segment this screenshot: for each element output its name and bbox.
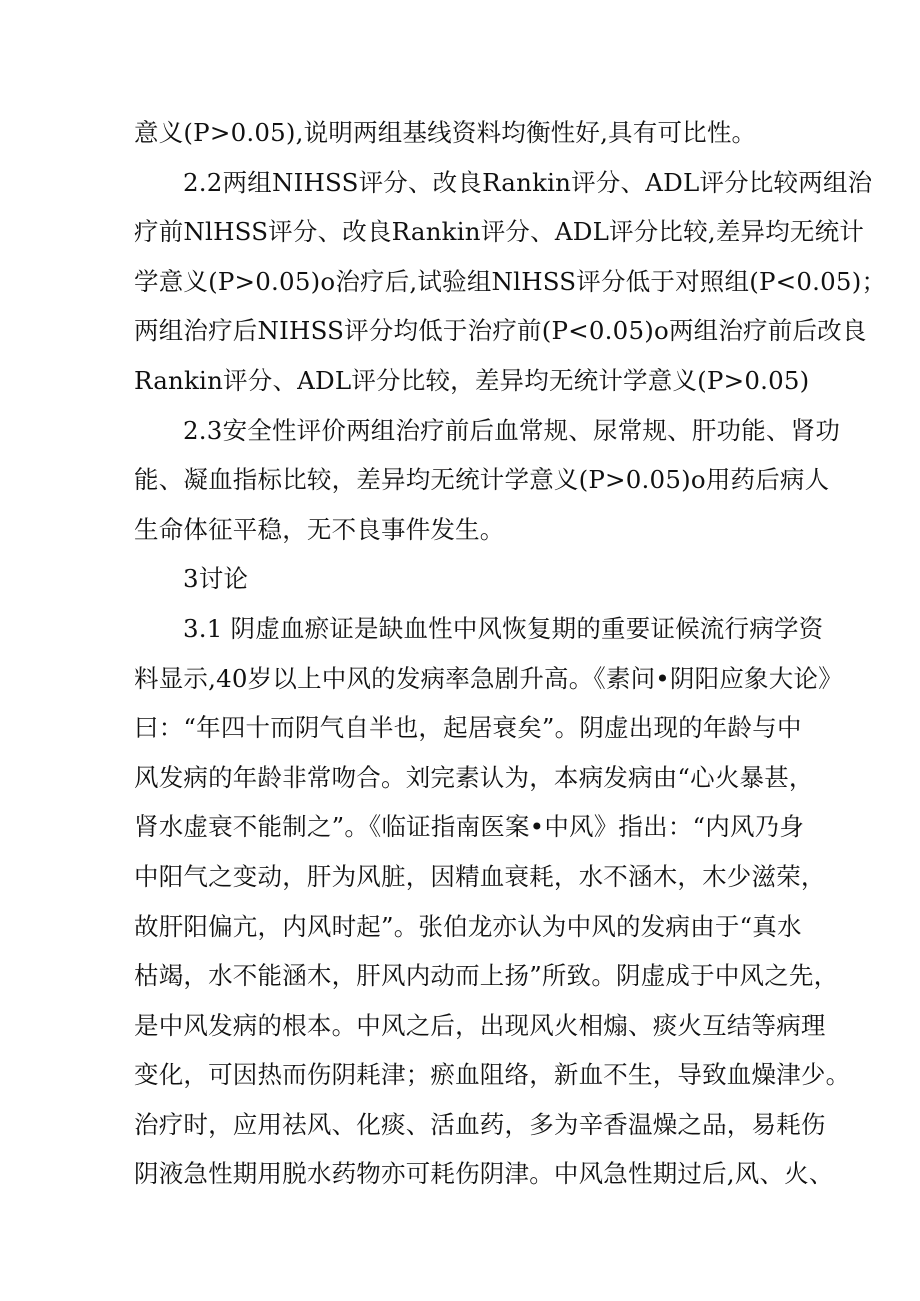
text-line: 3.1 阴虚血瘀证是缺血性中风恢复期的重要证候流行病学资 <box>183 613 824 643</box>
text-line: 变化，可因热而伤阴耗津；瘀血阻络，新血不生，导致血燥津少。 <box>134 1060 851 1090</box>
text-line: 2.3安全性评价两组治疗前后血常规、尿常规、肝功能、肾功 <box>183 415 841 445</box>
text-line: 意义(P>0.05),说明两组基线资料均衡性好,具有可比性。 <box>134 118 757 147</box>
text-line: 风发病的年龄非常吻合。刘完素认为，本病发病由“心火暴甚， <box>134 762 814 792</box>
body-text <box>134 108 887 1199</box>
text-line: 中阳气之变动，肝为风脏，因精血衰耗，水不涵木，木少滋荣， <box>134 861 826 891</box>
text-line: 阴液急性期用脱水药物亦可耗伤阴津。中风急性期过后,风、火、 <box>134 1159 834 1189</box>
text-line: 是中风发病的根本。中风之后，出现风火相煽、痰火互结等病理 <box>134 1010 826 1040</box>
text-line: 两组治疗后NIHSS评分均低于治疗前(P<0.05)o两组治疗前后改良 <box>134 316 867 346</box>
text-line: 故肝阳偏亢，内风时起”。张伯龙亦认为中风的发病由于“真水 <box>134 911 802 941</box>
text-line: 枯竭，水不能涵木，肝风内动而上扬”所致。阴虚成于中风之先， <box>134 961 839 991</box>
text-line: 学意义(P>0.05)o治疗后,试验组NlHSS评分低于对照组(P<0.05)； <box>134 266 887 296</box>
text-line: 肾水虚衰不能制之”。《临证指南医案•中风》指出：“内风乃身 <box>134 812 805 842</box>
text-line: 2.2两组NIHSS评分、改良Rankin评分、ADL评分比较两组治 <box>183 167 873 197</box>
text-line: Rankin评分、ADL评分比较，差异均无统计学意义(P>0.05) <box>134 365 810 395</box>
text-line: 治疗时，应用祛风、化痰、活血药，多为辛香温燥之品，易耗伤 <box>134 1109 826 1139</box>
text-line: 能、凝血指标比较，差异均无统计学意义(P>0.05)o用药后病人 <box>134 465 830 495</box>
section-heading: 3讨论 <box>183 564 249 594</box>
text-line: 生命体征平稳，无不良事件发生。 <box>134 514 505 544</box>
text-line: 疗前NlHSS评分、改良Rankin评分、ADL评分比较,差异均无统计 <box>134 217 865 247</box>
text-line: 曰：“年四十而阴气自半也，起居衰矣”。阴虚出现的年龄与中 <box>134 713 802 743</box>
text-line: 料显示,40岁以上中风的发病率急剧升高。《素问•阴阳应象大论》 <box>134 663 843 693</box>
